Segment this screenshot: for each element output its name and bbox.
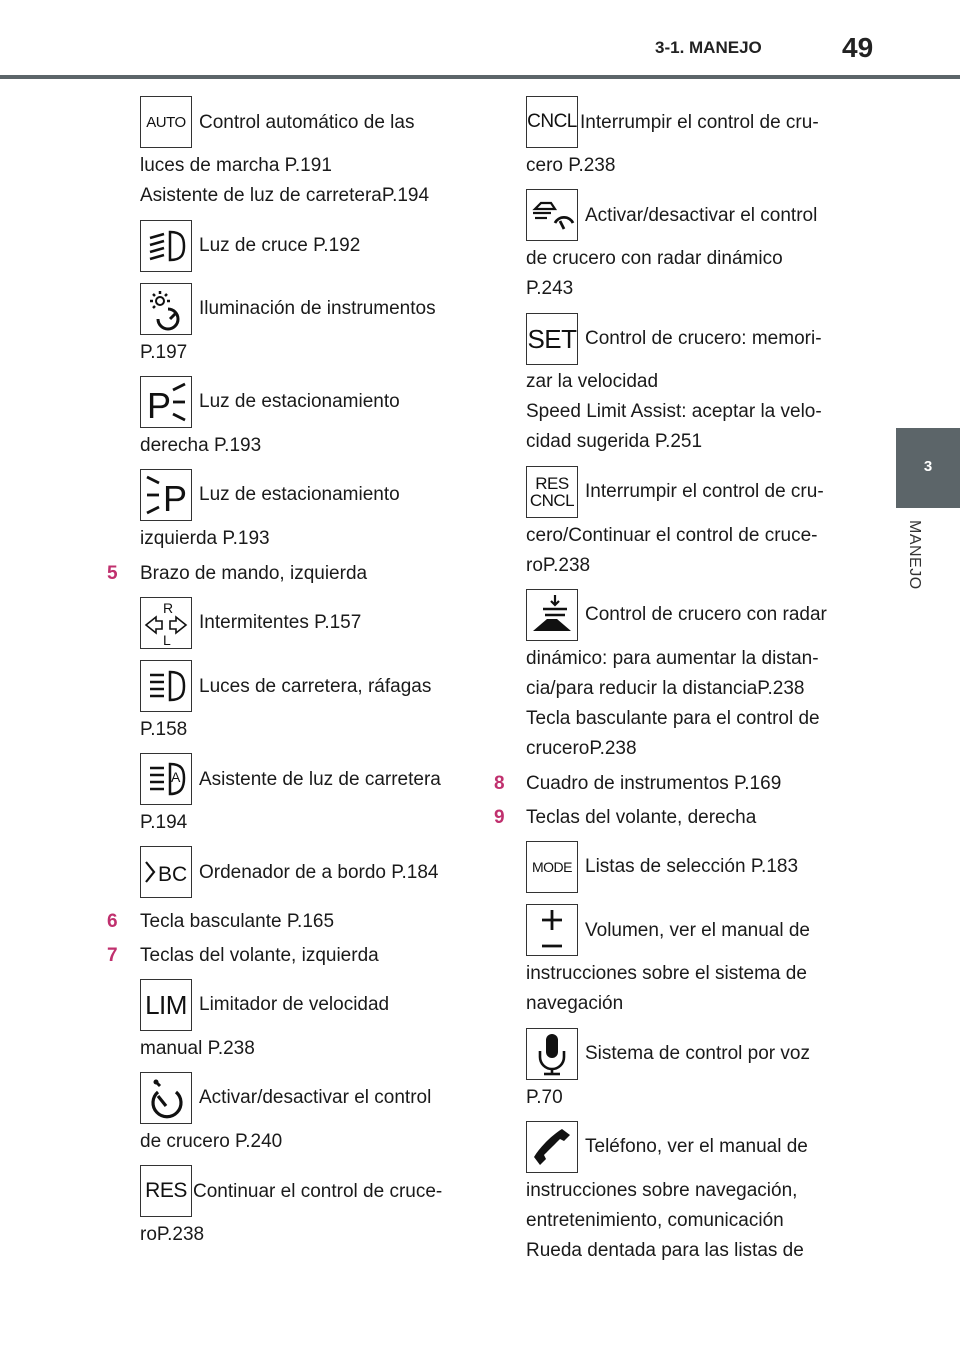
- entry-text: Luces de carretera, ráfagas: [199, 676, 432, 697]
- entry-text: entretenimiento, comunicación: [526, 1210, 784, 1231]
- svg-text:R: R: [163, 600, 174, 616]
- entry-text: Sistema de control por voz: [585, 1043, 810, 1064]
- entry-text: Asistente de luz de carreteraP.194: [140, 185, 430, 206]
- entry-text: roP.238: [140, 1224, 205, 1245]
- entry-text: cero P.238: [526, 155, 616, 176]
- chapter-title: 3-1. MANEJO: [655, 38, 762, 57]
- lim-icon: LIM: [140, 979, 192, 1031]
- set-icon: SET: [526, 313, 578, 365]
- item-text: Teclas del volante, izquierda: [140, 945, 379, 966]
- distance-icon: [526, 589, 578, 641]
- chapter-tab-label: MANEJO: [906, 520, 923, 590]
- entry-text: Listas de selección P.183: [585, 856, 799, 877]
- entry-text: P.197: [140, 342, 188, 363]
- phone-icon: [526, 1121, 578, 1173]
- entry-text: P.158: [140, 719, 188, 740]
- entry-text: P.243: [526, 278, 574, 299]
- item-text: Brazo de mando, izquierda: [140, 563, 368, 584]
- entry-text: Tecla basculante para el control de: [526, 708, 820, 729]
- item-number: 6: [107, 911, 118, 932]
- onboard-computer-icon: [140, 846, 192, 898]
- entry-text: dinámico: para aumentar la distan-: [526, 648, 819, 669]
- entry-text: izquierda P.193: [140, 528, 270, 549]
- microphone-icon: [526, 1028, 578, 1080]
- entry-text: Control de crucero: memori-: [585, 328, 822, 349]
- svg-text:P: P: [147, 385, 172, 424]
- cncl-icon: CNCL: [526, 96, 578, 148]
- parking-light-right-icon: [140, 376, 192, 428]
- entry-text: Luz de estacionamiento: [199, 484, 400, 505]
- turn-signal-icon: [140, 597, 192, 649]
- entry-text: Luz de cruce P.192: [199, 235, 361, 256]
- entry-text: Interrumpir el control de cru-: [580, 112, 819, 133]
- entry-text: cruceroP.238: [526, 738, 637, 759]
- auto-icon: AUTO: [140, 96, 192, 148]
- entry-text: luces de marcha P.191: [140, 155, 332, 176]
- svg-text:BC: BC: [158, 863, 188, 886]
- chapter-tab[interactable]: [896, 428, 960, 508]
- entry-text: zar la velocidad: [526, 371, 659, 392]
- radar-cruise-icon: [526, 189, 578, 241]
- entry-text: cia/para reducir la distanciaP.238: [526, 678, 805, 699]
- instrument-lighting-icon: [140, 283, 192, 335]
- item-number: 8: [494, 773, 505, 794]
- entry-text: P.70: [526, 1087, 563, 1108]
- high-beam-icon: [140, 660, 192, 712]
- entry-text: Iluminación de instrumentos: [199, 298, 436, 319]
- entry-text: Control automático de las: [199, 112, 415, 133]
- entry-text: Activar/desactivar el control: [585, 205, 818, 226]
- svg-text:L: L: [163, 632, 171, 647]
- entry-text: P.194: [140, 812, 188, 833]
- item-text: Cuadro de instrumentos P.169: [526, 773, 782, 794]
- entry-text: Volumen, ver el manual de: [585, 920, 810, 941]
- entry-text: navegación: [526, 993, 624, 1014]
- svg-text:P: P: [163, 478, 188, 517]
- header-rule: [0, 75, 960, 79]
- entry-text: instrucciones sobre navegación,: [526, 1180, 798, 1201]
- res-cncl-icon: RES CNCL: [526, 466, 578, 518]
- entry-text: Speed Limit Assist: aceptar la velo-: [526, 401, 822, 422]
- parking-light-left-icon: [140, 469, 192, 521]
- low-beam-icon: [140, 220, 192, 272]
- cruise-control-icon: [140, 1072, 192, 1124]
- entry-text: Asistente de luz de carretera: [199, 769, 441, 790]
- entry-text: Rueda dentada para las listas de: [526, 1240, 804, 1261]
- entry-text: manual P.238: [140, 1038, 255, 1059]
- entry-text: Ordenador de a bordo P.184: [199, 862, 439, 883]
- entry-text: de crucero P.240: [140, 1131, 283, 1152]
- item-number: 7: [107, 945, 118, 966]
- res-icon: RES: [140, 1165, 192, 1217]
- entry-text: derecha P.193: [140, 435, 262, 456]
- entry-text: Teléfono, ver el manual de: [585, 1136, 808, 1157]
- volume-icon: [526, 904, 578, 956]
- item-number: 5: [107, 563, 118, 584]
- chapter-tab-number: 3: [923, 458, 933, 475]
- entry-text: instrucciones sobre el sistema de: [526, 963, 807, 984]
- mode-icon: MODE: [526, 841, 578, 893]
- entry-text: Continuar el control de cruce-: [193, 1181, 443, 1202]
- entry-text: Activar/desactivar el control: [199, 1087, 432, 1108]
- entry-text: de crucero con radar dinámico: [526, 248, 783, 269]
- entry-text: Luz de estacionamiento: [199, 391, 400, 412]
- entry-text: cero/Continuar el control de cruce-: [526, 525, 818, 546]
- entry-text: Interrumpir el control de cru-: [585, 481, 824, 502]
- item-number: 9: [494, 807, 505, 828]
- entry-text: Intermitentes P.157: [199, 612, 362, 633]
- svg-text:A: A: [171, 769, 181, 785]
- entry-text: roP.238: [526, 555, 591, 576]
- high-beam-assist-icon: [140, 753, 192, 805]
- entry-text: Limitador de velocidad: [199, 994, 390, 1015]
- item-text: Teclas del volante, derecha: [526, 807, 757, 828]
- item-text: Tecla basculante P.165: [140, 911, 335, 932]
- entry-text: Control de crucero con radar: [585, 604, 827, 625]
- entry-text: cidad sugerida P.251: [526, 431, 703, 452]
- page-number: 49: [842, 32, 874, 63]
